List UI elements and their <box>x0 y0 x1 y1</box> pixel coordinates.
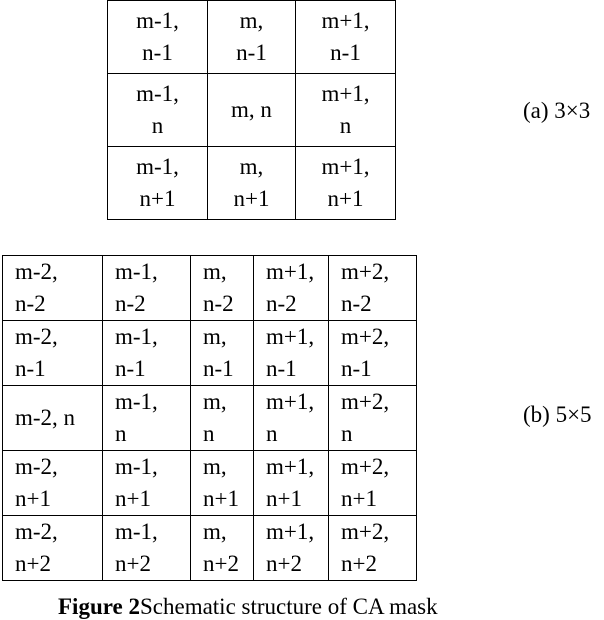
grid-3x3 <box>107 0 396 220</box>
cell-text: m+1, <box>266 389 315 414</box>
cell-text: n <box>266 421 278 446</box>
cell-text: m+2, <box>341 454 390 479</box>
cell-text: n-1 <box>341 356 372 381</box>
grid-cell <box>108 1 208 74</box>
grid-cell <box>191 256 254 321</box>
cell-text: m-2, <box>15 519 58 544</box>
cell-text: n-2 <box>341 291 372 316</box>
grid-row <box>3 256 417 321</box>
grid-cell <box>329 451 417 516</box>
cell-text: m, <box>203 389 227 414</box>
grid-row <box>3 451 417 516</box>
cell-text: m, <box>239 8 264 33</box>
grid-row <box>108 147 396 220</box>
cell-text: n+2 <box>266 551 302 576</box>
cell-text: m-1, <box>115 454 158 479</box>
grid-5x5-label: (b) 5×5 <box>523 402 592 427</box>
grid-cell <box>254 516 329 581</box>
cell-text: m-1, <box>115 324 158 349</box>
cell-text: m+2, <box>341 519 390 544</box>
grid-cell <box>108 74 208 147</box>
cell-text: m-1, <box>115 259 158 284</box>
cell-text: m, n <box>231 97 272 122</box>
cell-text: n+1 <box>266 486 302 511</box>
figure-caption-label: Figure 2 <box>58 594 140 619</box>
grid-cell <box>254 386 329 451</box>
grid-cell <box>191 321 254 386</box>
cell-text: m, <box>239 154 264 179</box>
grid-5x5-body <box>3 256 417 581</box>
cell-text: n-2 <box>115 291 146 316</box>
grid-cell <box>329 321 417 386</box>
cell-text: m+1, <box>266 454 315 479</box>
grid-cell <box>254 451 329 516</box>
grid-cell <box>254 321 329 386</box>
cell-text: n+1 <box>139 186 176 211</box>
grid-row <box>108 1 396 74</box>
cell-text: m, <box>203 324 227 349</box>
cell-text: m, <box>203 259 227 284</box>
grid-cell <box>329 516 417 581</box>
cell-text: m-1, <box>115 519 158 544</box>
cell-text: n+1 <box>15 486 51 511</box>
cell-text: n-2 <box>203 291 234 316</box>
cell-text: n+1 <box>233 186 270 211</box>
cell-text: n+2 <box>341 551 377 576</box>
grid-cell <box>191 386 254 451</box>
cell-text: n+1 <box>327 186 364 211</box>
grid-cell <box>3 516 103 581</box>
cell-text: m+2, <box>341 259 390 284</box>
grid-cell <box>3 256 103 321</box>
cell-text: n+2 <box>203 551 239 576</box>
grid-cell <box>103 386 191 451</box>
cell-text: n <box>151 113 164 138</box>
grid-row <box>3 386 417 451</box>
grid-cell <box>296 1 396 74</box>
grid-cell <box>3 321 103 386</box>
grid-cell <box>3 451 103 516</box>
grid-cell <box>208 147 296 220</box>
grid-cell <box>191 451 254 516</box>
cell-text: n-1 <box>330 40 361 65</box>
cell-text: n+1 <box>115 486 151 511</box>
grid-5x5 <box>2 255 417 581</box>
grid-cell <box>296 74 396 147</box>
cell-text: m, <box>203 454 227 479</box>
grid-cell <box>103 516 191 581</box>
cell-text: n+1 <box>203 486 239 511</box>
grid-cell <box>103 321 191 386</box>
cell-text: m+1, <box>266 259 315 284</box>
cell-text: n-1 <box>115 356 146 381</box>
cell-text: m-1, <box>115 389 158 414</box>
cell-text: n-1 <box>203 356 234 381</box>
cell-text: n <box>203 421 215 446</box>
cell-text: n <box>339 113 352 138</box>
grid-cell <box>329 386 417 451</box>
grid-cell <box>296 147 396 220</box>
cell-text: n <box>115 421 127 446</box>
grid-cell <box>103 256 191 321</box>
cell-text: m-1, <box>136 8 179 33</box>
cell-text: n <box>341 421 353 446</box>
figure-caption <box>58 594 438 620</box>
grid-cell <box>103 451 191 516</box>
grid-cell <box>254 256 329 321</box>
cell-text: n-1 <box>15 356 46 381</box>
cell-text: m-1, <box>136 81 179 106</box>
cell-text: m-2, <box>15 259 58 284</box>
cell-text: n+2 <box>115 551 151 576</box>
figure-caption-text: Schematic structure of CA mask <box>139 594 438 619</box>
cell-text: n+2 <box>15 551 51 576</box>
cell-text: n-2 <box>15 291 46 316</box>
cell-text: m-2, <box>15 324 58 349</box>
grid-3x3-label: (a) 3×3 <box>523 98 591 123</box>
cell-text: m+1, <box>266 324 315 349</box>
cell-text: m+2, <box>341 389 390 414</box>
grid-row <box>3 516 417 581</box>
grid-row <box>3 321 417 386</box>
cell-text: m-2, n <box>15 405 76 430</box>
grid-cell <box>208 74 296 147</box>
cell-text: n+1 <box>341 486 377 511</box>
cell-text: m-1, <box>136 154 179 179</box>
cell-text: m+2, <box>341 324 390 349</box>
cell-text: n-1 <box>142 40 173 65</box>
cell-text: n-2 <box>266 291 297 316</box>
grid-row <box>108 74 396 147</box>
cell-text: n-1 <box>236 40 267 65</box>
grid-cell <box>191 516 254 581</box>
cell-text: n-1 <box>266 356 297 381</box>
cell-text: m+1, <box>321 8 370 33</box>
cell-text: m+1, <box>266 519 315 544</box>
cell-text: m, <box>203 519 227 544</box>
cell-text: m+1, <box>321 154 370 179</box>
grid-cell <box>108 147 208 220</box>
grid-cell <box>3 386 103 451</box>
cell-text: m-2, <box>15 454 58 479</box>
grid-3x3-body <box>108 1 396 220</box>
grid-cell <box>329 256 417 321</box>
grid-cell <box>208 1 296 74</box>
cell-text: m+1, <box>321 81 370 106</box>
